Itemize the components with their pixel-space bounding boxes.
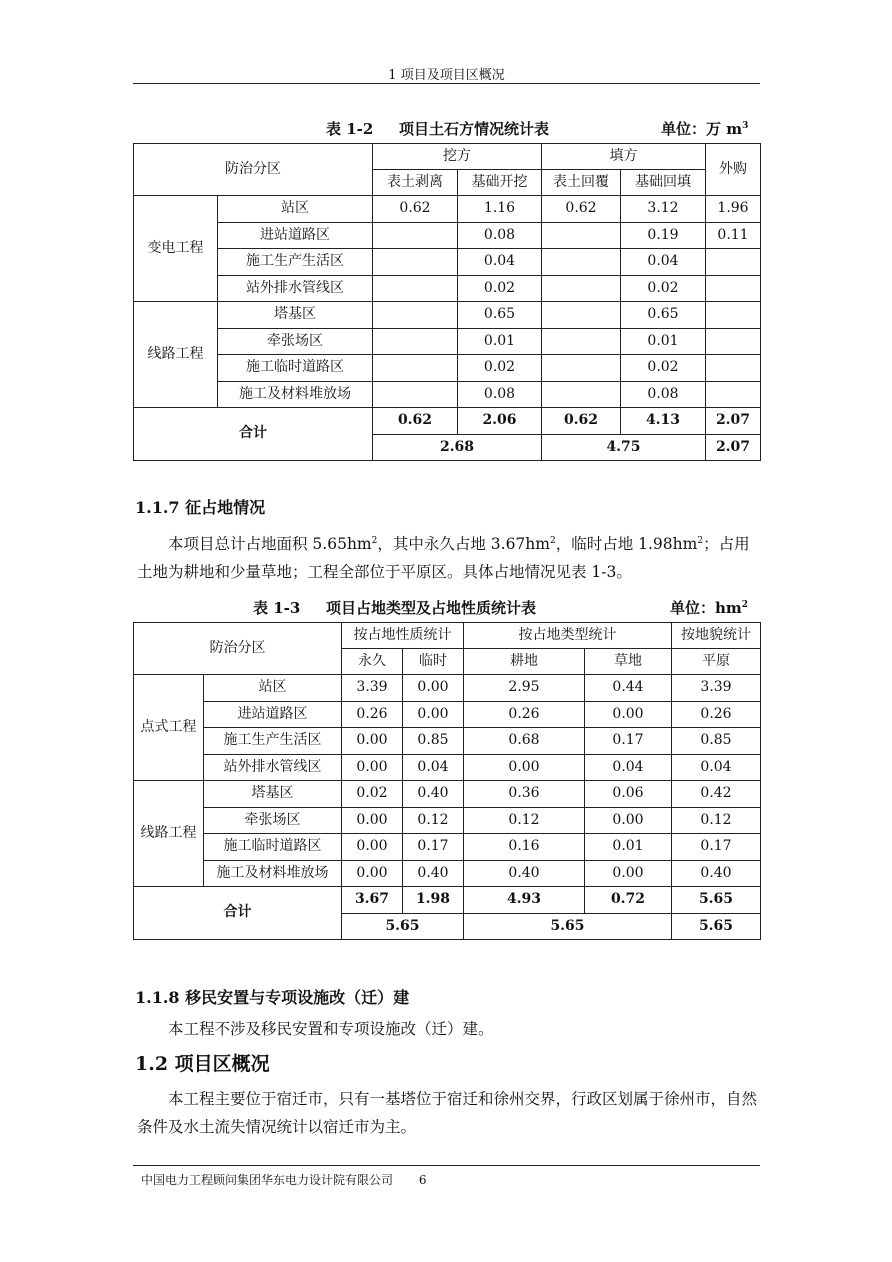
value-cell: 0.00: [585, 701, 672, 728]
value-cell: 0.62: [373, 196, 458, 223]
zone-cell: 牵张场区: [204, 807, 342, 834]
value-cell: 0.01: [621, 328, 706, 355]
total-label: 合计: [134, 408, 373, 461]
total-cell: 5.65: [672, 887, 761, 914]
value-cell: 0.65: [621, 302, 706, 329]
zone-cell: 站区: [218, 196, 373, 223]
project-area-paragraph: 本工程主要位于宿迁市，只有一基塔位于宿迁和徐州交界，行政区划属于徐州市，自然条件及水土流失情况统计以宿迁市为主。: [137, 1090, 758, 1136]
value-cell: 0.00: [403, 675, 464, 702]
value-cell: [542, 381, 621, 408]
value-cell: 0.00: [585, 807, 672, 834]
page-number: 6: [418, 1173, 427, 1187]
value-cell: [373, 249, 458, 276]
footer-rule: [133, 1165, 760, 1166]
total-cell: 4.93: [464, 887, 585, 914]
value-cell: 0.17: [672, 834, 761, 861]
value-cell: 0.08: [458, 222, 542, 249]
value-cell: 0.04: [672, 754, 761, 781]
base-backfill-header: 基础回填: [621, 170, 706, 196]
value-cell: 0.62: [542, 196, 621, 223]
landform-header: 按地貌统计: [672, 623, 761, 649]
group-label: 线路工程: [134, 302, 218, 408]
value-cell: 0.02: [621, 355, 706, 382]
subtotal-cell: 5.65: [672, 913, 761, 940]
section-heading-1-1-8: 1.1.8 移民安置与专项设施改（迁）建: [135, 988, 410, 1007]
table-row: [134, 860, 761, 887]
value-cell: 0.12: [464, 807, 585, 834]
value-cell: 0.02: [621, 275, 706, 302]
value-cell: 0.12: [403, 807, 464, 834]
zone-cell: 牵张场区: [218, 328, 373, 355]
value-cell: 0.40: [403, 781, 464, 808]
value-cell: 0.00: [585, 860, 672, 887]
table-row: [134, 807, 761, 834]
value-cell: [706, 328, 761, 355]
value-cell: 0.36: [464, 781, 585, 808]
value-cell: 0.04: [403, 754, 464, 781]
value-cell: 3.39: [672, 675, 761, 702]
table-title: 项目土石方情况统计表: [399, 120, 550, 138]
zone-cell: 塔基区: [218, 302, 373, 329]
value-cell: 0.02: [342, 781, 403, 808]
table-unit: 单位：万 $m^3$: [661, 120, 749, 138]
value-cell: 3.39: [342, 675, 403, 702]
group-label: 变电工程: [134, 196, 218, 302]
total-cell: 1.98: [403, 887, 464, 914]
value-cell: 0.00: [403, 701, 464, 728]
table-row: [134, 754, 761, 781]
value-cell: 0.17: [403, 834, 464, 861]
value-cell: 0.04: [621, 249, 706, 276]
table-row: [134, 781, 761, 808]
base-dig-header: 基础开挖: [458, 170, 542, 196]
subtotal-cell: 2.07: [706, 434, 761, 461]
value-cell: 0.02: [458, 275, 542, 302]
zone-cell: 进站道路区: [218, 222, 373, 249]
zone-cell: 站外排水管线区: [218, 275, 373, 302]
value-cell: [373, 355, 458, 382]
zone-cell: 施工生产生活区: [204, 728, 342, 755]
value-cell: 0.11: [706, 222, 761, 249]
value-cell: 3.12: [621, 196, 706, 223]
zone-cell: 施工临时道路区: [218, 355, 373, 382]
table-row: [134, 275, 761, 302]
topsoil-strip-header: 表土剥离: [373, 170, 458, 196]
value-cell: 0.04: [458, 249, 542, 276]
value-cell: 0.65: [458, 302, 542, 329]
table-row: [134, 355, 761, 382]
total-cell: 3.67: [342, 887, 403, 914]
table-row: [134, 834, 761, 861]
value-cell: [706, 355, 761, 382]
nature-header: 按占地性质统计: [342, 623, 464, 649]
zone-cell: 站外排水管线区: [204, 754, 342, 781]
value-cell: 0.17: [585, 728, 672, 755]
value-cell: 1.96: [706, 196, 761, 223]
value-cell: [706, 275, 761, 302]
zone-cell: 塔基区: [204, 781, 342, 808]
running-header: 1 项目及项目区概况: [388, 68, 505, 83]
group-label: 线路工程: [134, 781, 204, 887]
total-cell: 0.62: [373, 408, 458, 435]
value-cell: 0.01: [458, 328, 542, 355]
value-cell: 0.26: [342, 701, 403, 728]
value-cell: 0.68: [464, 728, 585, 755]
table-row: [134, 328, 761, 355]
value-cell: 0.85: [672, 728, 761, 755]
table-1-2-caption: [133, 118, 760, 140]
value-cell: [706, 249, 761, 276]
header-rule: [133, 83, 760, 84]
value-cell: 0.00: [342, 754, 403, 781]
value-cell: 0.12: [672, 807, 761, 834]
total-cell: 4.13: [621, 408, 706, 435]
zone-cell: 站区: [204, 675, 342, 702]
value-cell: 0.00: [342, 834, 403, 861]
value-cell: 0.00: [464, 754, 585, 781]
group-label: 点式工程: [134, 675, 204, 781]
temporary-header: 临时: [403, 649, 464, 675]
zone-header: 防治分区: [134, 623, 342, 675]
value-cell: [542, 275, 621, 302]
value-cell: 0.00: [342, 807, 403, 834]
value-cell: 0.04: [585, 754, 672, 781]
zone-cell: 施工临时道路区: [204, 834, 342, 861]
total-cell: 2.07: [706, 408, 761, 435]
value-cell: 1.16: [458, 196, 542, 223]
total-cell: 2.06: [458, 408, 542, 435]
value-cell: [706, 381, 761, 408]
value-cell: 0.40: [464, 860, 585, 887]
subtotal-cell: 4.75: [542, 434, 706, 461]
value-cell: [373, 275, 458, 302]
value-cell: 0.40: [403, 860, 464, 887]
value-cell: 0.16: [464, 834, 585, 861]
fill-header: 填方: [542, 144, 706, 170]
resettlement-paragraph: 本工程不涉及移民安置和专项设施改（迁）建。: [168, 1020, 494, 1038]
total-label: 合计: [134, 887, 342, 940]
subtotal-cell: 2.68: [373, 434, 542, 461]
value-cell: 0.00: [342, 728, 403, 755]
total-cell: 0.72: [585, 887, 672, 914]
permanent-header: 永久: [342, 649, 403, 675]
value-cell: [373, 302, 458, 329]
plain-header: 平原: [672, 649, 761, 675]
value-cell: 0.06: [585, 781, 672, 808]
section-heading-1-1-7: 1.1.7 征占地情况: [135, 498, 266, 517]
value-cell: 0.00: [342, 860, 403, 887]
value-cell: 2.95: [464, 675, 585, 702]
table-unit: 单位：$hm^2$: [670, 599, 749, 617]
value-cell: 0.08: [621, 381, 706, 408]
value-cell: 0.01: [585, 834, 672, 861]
zone-header: 防治分区: [134, 144, 373, 196]
farmland-header: 耕地: [464, 649, 585, 675]
table-row: [134, 675, 761, 702]
table-row: [134, 196, 761, 223]
value-cell: 0.26: [464, 701, 585, 728]
value-cell: [542, 302, 621, 329]
zone-cell: 施工生产生活区: [218, 249, 373, 276]
table-row: [134, 249, 761, 276]
table-row: [134, 728, 761, 755]
cut-header: 挖方: [373, 144, 542, 170]
value-cell: 0.26: [672, 701, 761, 728]
value-cell: [542, 222, 621, 249]
value-cell: 0.85: [403, 728, 464, 755]
table-row: [134, 381, 761, 408]
value-cell: 0.44: [585, 675, 672, 702]
footer-org: 中国电力工程顾问集团华东电力设计院有限公司: [141, 1173, 394, 1187]
topsoil-back-header: 表土回覆: [542, 170, 621, 196]
earthwork-table: [133, 143, 761, 461]
value-cell: 0.02: [458, 355, 542, 382]
table-row: [134, 222, 761, 249]
value-cell: 0.42: [672, 781, 761, 808]
value-cell: 0.19: [621, 222, 706, 249]
land-occupation-paragraph: 本项目总计占地面积 $5.65hm^2$，其中永久占地 $3.67hm^2$，临时占地 $1.98hm^2$；占用土地为耕地和少量草地；工程全部位于平原区。具体占地情况见表 1-3。: [137, 535, 750, 582]
section-heading-1-2: 1.2 项目区概况: [135, 1053, 270, 1075]
zone-cell: 进站道路区: [204, 701, 342, 728]
value-cell: [373, 222, 458, 249]
value-cell: [373, 381, 458, 408]
zone-cell: 施工及材料堆放场: [218, 381, 373, 408]
table-number: 表 1-2: [326, 120, 374, 138]
footer: [141, 1171, 426, 1188]
total-row: [134, 887, 761, 914]
value-cell: 0.40: [672, 860, 761, 887]
purchase-header: 外购: [706, 144, 761, 196]
value-cell: [706, 302, 761, 329]
total-cell: 0.62: [542, 408, 621, 435]
value-cell: [542, 249, 621, 276]
subtotal-cell: 5.65: [464, 913, 672, 940]
table-row: [134, 302, 761, 329]
table-number: 表 1-3: [253, 599, 301, 617]
table-row: [134, 701, 761, 728]
value-cell: [542, 355, 621, 382]
total-row: [134, 408, 761, 435]
table-title: 项目占地类型及占地性质统计表: [326, 599, 537, 617]
table-1-3-caption: [133, 597, 760, 619]
subtotal-cell: 5.65: [342, 913, 464, 940]
grassland-header: 草地: [585, 649, 672, 675]
value-cell: [542, 328, 621, 355]
value-cell: 0.08: [458, 381, 542, 408]
land-use-table: [133, 622, 761, 940]
value-cell: [373, 328, 458, 355]
zone-cell: 施工及材料堆放场: [204, 860, 342, 887]
type-header: 按占地类型统计: [464, 623, 672, 649]
